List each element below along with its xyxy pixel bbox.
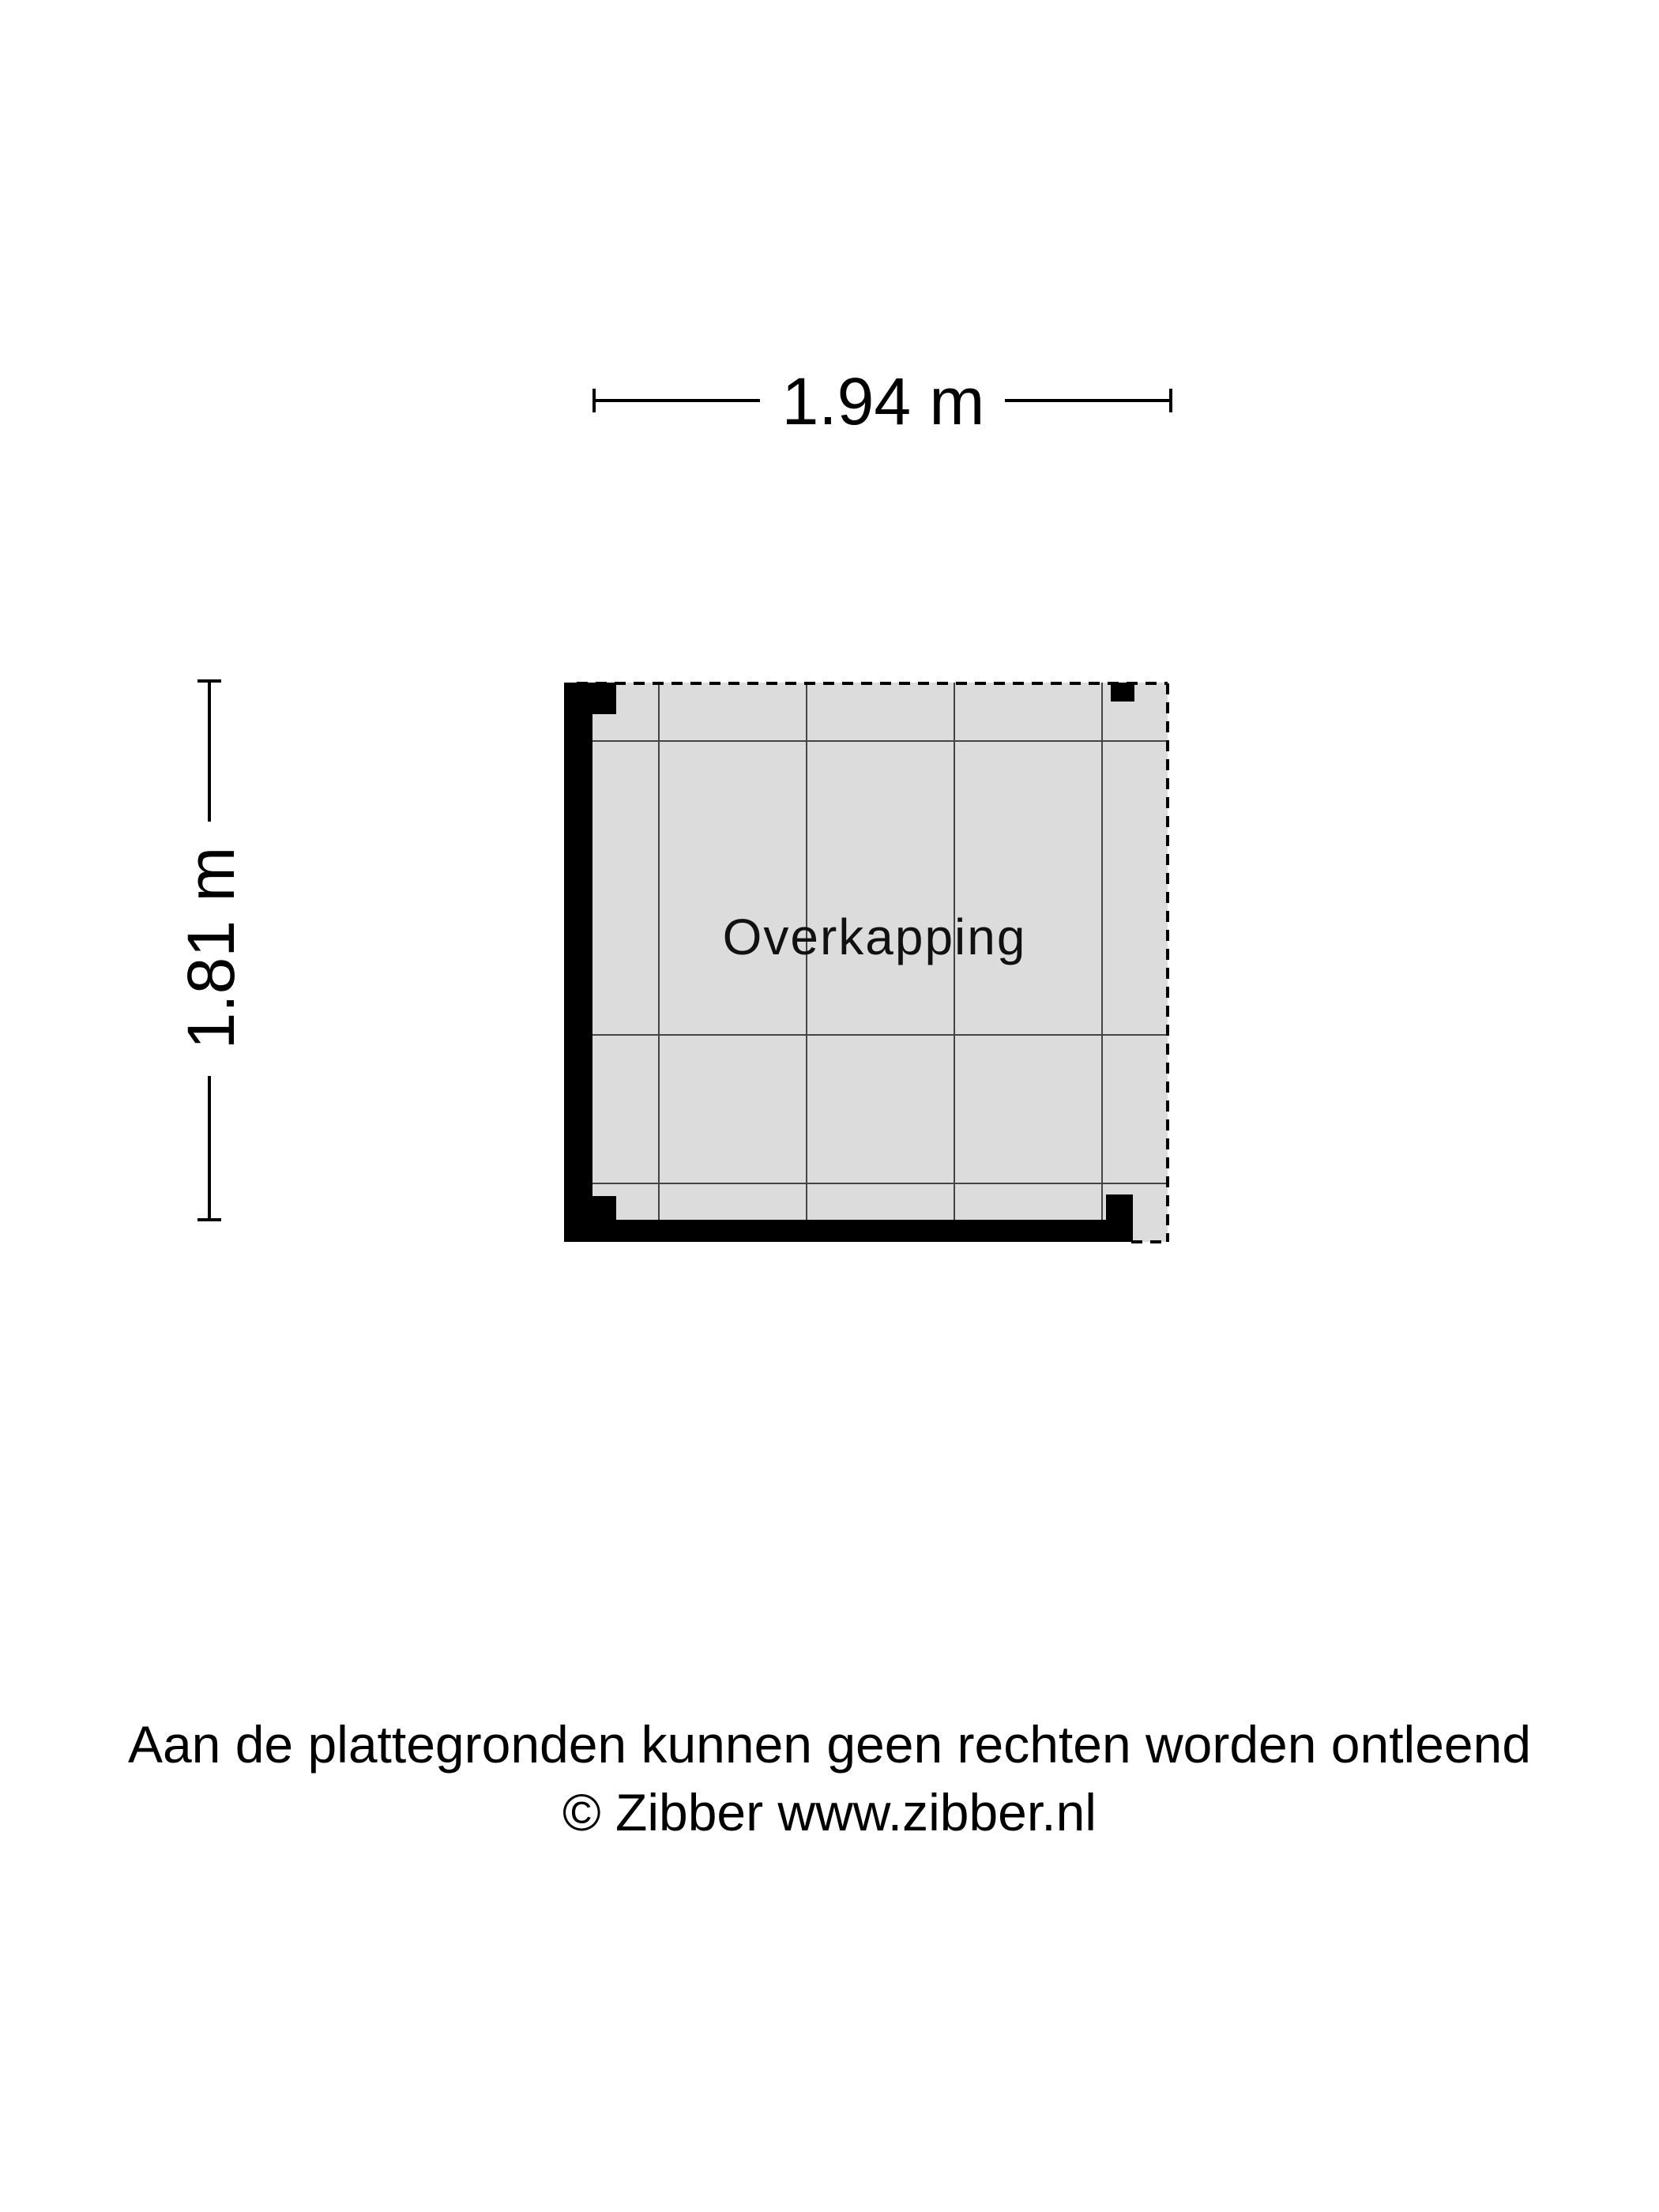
wall-left	[564, 683, 592, 1242]
room-label: Overkapping	[722, 908, 1027, 965]
footer-credit: © Zibber www.zibber.nl	[562, 1783, 1097, 1841]
footer-disclaimer: Aan de plattegronden kunnen geen rechten worden ontleend	[127, 1715, 1532, 1774]
width-dimension-label: 1.94 m	[781, 364, 985, 438]
height-dimension-label: 1.81 m	[174, 846, 248, 1050]
height-dimension	[174, 681, 248, 1220]
post-top-left	[592, 683, 616, 714]
width-dimension	[594, 364, 1171, 438]
post-bottom-left	[592, 1196, 616, 1220]
wall-bottom	[564, 1220, 1131, 1242]
post-top-right	[1111, 683, 1134, 702]
post-bottom-right	[1106, 1194, 1133, 1242]
